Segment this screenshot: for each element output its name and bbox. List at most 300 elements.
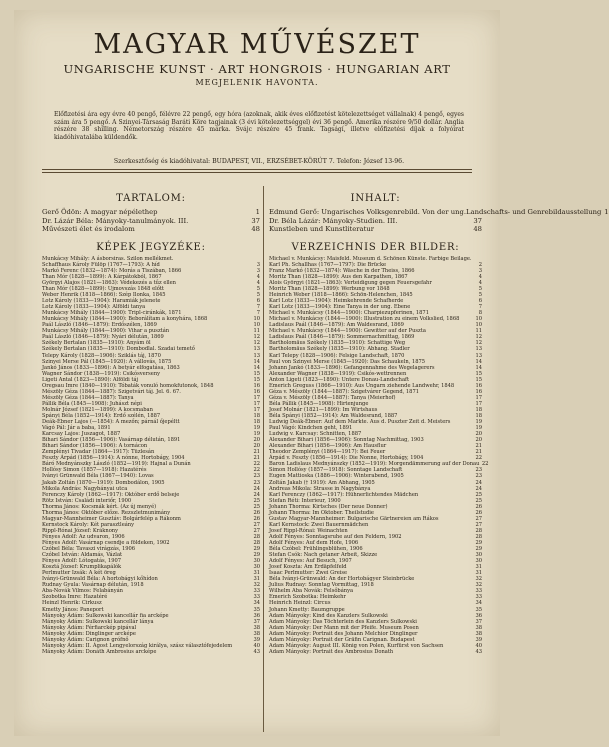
picture-entry-page: 31 (253, 570, 260, 577)
picture-entry-page: 10 (253, 316, 260, 323)
picture-entry-page: 34 (475, 600, 482, 607)
masthead (14, 30, 500, 87)
picture-entry-title: Paál László (1846—1879): Erdőszélen, 1869 (42, 322, 157, 329)
picture-entry-title: Mányoky Ádám: Sulkowski kancellár lánya (42, 618, 154, 625)
picture-entry-page: 23 (475, 473, 482, 480)
picture-entry-page: 15 (253, 370, 260, 377)
picture-entry-page: 10 (475, 316, 482, 323)
picture-entry-page: 27 (253, 521, 260, 528)
picture-entry-title: Székely Bertalan (1835—1910): Anyám öl (42, 340, 151, 347)
picture-entry-page: 16 (253, 382, 260, 389)
picture-entry-title: Simon Hollósy (1857—1918): Sonntage Landschaft (269, 467, 403, 474)
picture-entry-page: 24 (253, 485, 260, 492)
picture-entry-page: 14 (253, 364, 260, 371)
picture-entry-page: 17 (253, 400, 260, 407)
picture-entry-title: Stefan Csók: Nach getaner Arbeit, Skizze (269, 552, 378, 559)
picture-entry-title: Anton Ligeti (1823—1890): Untere Donau-Landschaft (269, 376, 410, 383)
picture-entry-title: Heinrich Weber (1818—1866): Schön-Helenchen, 1845 (269, 292, 413, 299)
picture-entry-title: Paul von Szinyei Merse (1845—1920): Das Schaukeln, 1875 (269, 358, 426, 365)
picture-entry-page: 24 (475, 479, 482, 486)
picture-entry-page: 23 (475, 467, 482, 474)
picture-entry-title: Than Mór (1828—1899): A Kárpátokból, 1867 (42, 273, 162, 280)
picture-entry-page: 15 (475, 376, 482, 383)
picture-entry-page: 21 (475, 449, 482, 456)
picture-entry-title: Alois Györgyi (1821—1863): Verteidigung gegen Feuersgefahr (269, 279, 432, 286)
picture-entry-title: Lotz Károly (1833—1904): Haramiák jelenete (42, 298, 161, 305)
picture-entry-page: 34 (253, 600, 260, 607)
toc-entry-page: 37 (473, 216, 482, 225)
picture-entry-title: Ladislaus Paál (1846—1879): Sommernachmittag, 1869 (269, 334, 415, 341)
picture-entry-page: 19 (253, 431, 260, 438)
picture-entry-title: Adam Mányoky: Kind des Kanzlers Sulkowski (269, 612, 388, 619)
picture-entry-title: Karl Lotz (1833—1904): Eine Tanya in der ung. Ebene (269, 304, 411, 311)
picture-entry-page: 4 (478, 273, 482, 280)
picture-entry-page: 28 (475, 533, 482, 540)
picture-entry-title: Weber Henrik (1818—1866): Szép Ilonka, 1845 (42, 292, 166, 299)
picture-entry-page: 28 (475, 527, 482, 534)
picture-entry-title: Mikola András: Nagybányai utca (42, 485, 128, 492)
picture-entry-title: Stefan Réti: Interieur, 1900 (269, 497, 341, 504)
picture-entry-title: Magyar-Mannheimer Gusztáv: Bolgárfelép a Rákonm (42, 515, 181, 522)
picture-entry-title: Alexander Bihari (1856—1906): Am Hausflur (269, 443, 387, 450)
picture-entry-page: 20 (475, 437, 482, 444)
picture-entry-page: 11 (253, 328, 260, 335)
picture-entry-page: 16 (475, 382, 482, 389)
pictures-list-hu (42, 256, 260, 655)
picture-entry-title: Mányoky Ádám: Donáth Ambrosius arcképe (42, 648, 157, 655)
picture-entry-page: 25 (475, 491, 482, 498)
picture-entry-page: 18 (475, 406, 482, 413)
picture-entry-title: Johann Jankó (1833—1896): Gefangennahme des Wegelagerers (269, 364, 435, 371)
picture-entry-title: Adam Mányoky: August III. König von Polen, Kurfürst von Sachsen (269, 642, 444, 649)
picture-entry-title: Czóbel Béla: Tavaszi virágzás, 1906 (42, 546, 136, 553)
picture-entry-page: 36 (475, 612, 482, 619)
picture-entry-page: 26 (253, 515, 260, 522)
picture-entry-page: 7 (478, 304, 482, 311)
picture-entry-title: Béla Pállik (1845—1908): Hirtenjunge (269, 400, 369, 407)
picture-entry-page: 14 (253, 358, 260, 365)
picture-entry-page: 21 (253, 449, 260, 456)
picture-entry-page: 28 (253, 533, 260, 540)
picture-entry-page: 18 (253, 413, 260, 419)
toc-entry (269, 225, 482, 234)
pictures-heading-de: VERZEICHNIS DER BILDER: (291, 241, 460, 253)
picture-entry-title: Szinyei Merse Pál (1845—1920): A vállovás, 1875 (42, 358, 172, 365)
picture-entry-title: Ladislaus Paál (1846—1879): Am Waldesrand, 1869 (269, 322, 404, 329)
picture-entry-title: Andreas Mikola: Strasse in Nagybánya (269, 485, 371, 492)
picture-entry-title: Alexander Bihari (1856—1906): Sonntag Nachmittag, 1903 (269, 437, 424, 444)
picture-entry-title: Ludwig v. Karcsay: Schnitten, 1887 (269, 431, 362, 438)
picture-entry-page: 11 (475, 328, 482, 335)
picture-entry-title: Bartholomäus Székely (1835—1910): Abhang. Stadler (269, 346, 410, 353)
picture-entry-page: 12 (475, 334, 482, 341)
subscription-info: Előfizetési ára egy évre 40 pengő, félévre 22 pengő, egy hóra (azoknak, akik éves előfizetést kötelezettséget vállalnak) 4 pengő, egyes szám ára 5 pengő. A Szinyei-Társaság Baráti Köre tagjainak (3 évi kötelezettséggel) évi 36 pengő. Amerika részére 9/50 dollár. Anglia részére 38 shilling. Németország részére 45 márka. Svájc részére 45 frank. Tagságí, illetve előfizetési díjak a folyóirat kiadóhivatalába küldendők. (54, 111, 464, 141)
toc-entry-page: 1 (255, 208, 260, 216)
picture-entry-page: 40 (475, 642, 482, 649)
magazine-title: MAGYAR MŰVÉSZET (93, 29, 421, 60)
picture-entry-page: 21 (253, 455, 260, 462)
publication-frequency: MEGJELENIK HAVONTA. (195, 78, 319, 87)
toc-list-hu (42, 208, 260, 234)
picture-entry-title: Adam Mányoky: Das Töchterlein des Kanzlers Sulkowski (269, 618, 417, 625)
picture-entry-title: Mészöly Géza (1844—1887): Szigetvári táj. Jel. 6. 67. (42, 388, 181, 395)
picture-entry-title: Franz Markó (1832—1874): Wäsche in der Theiss, 1866 (269, 267, 415, 274)
picture-entry-page: 31 (475, 570, 482, 577)
picture-entry-title: Moritz Than (1828—1899): Aus den Karpathen, 1867 (269, 273, 408, 280)
picture-entry-page: 16 (253, 388, 260, 395)
picture-entry-page: 19 (475, 419, 482, 426)
picture-entry-page: 31 (253, 576, 260, 583)
picture-entry-page: 35 (475, 606, 482, 613)
german-column (269, 193, 609, 655)
picture-entry-page: 30 (253, 558, 260, 565)
picture-entry-title: Lotz Károly (1833—1904): Alföldi tanya (42, 304, 146, 311)
picture-entry-page: 40 (253, 642, 260, 649)
picture-entry-title: Czóbel István: Aldamás, Vázlat (42, 552, 123, 559)
picture-entry-title: Heinrich Heinzl: Circus (269, 600, 331, 607)
picture-entry-page: 25 (253, 497, 260, 504)
picture-entry-page: 32 (475, 582, 482, 589)
picture-entry-page: 5 (478, 286, 482, 293)
picture-entry-page: 17 (475, 400, 482, 407)
picture-entry-title: Michael v. Munkácsy (1844—1900): Illustration zu einem Volkslied, 1868 (269, 316, 460, 323)
toc-entry-title: Dr. Lázár Béla: Mányoky-tanulmányok. III. (42, 216, 189, 225)
picture-entry-title: Béla Czóbel: Frühlingsblühen, 1906 (269, 546, 363, 553)
picture-entry (269, 649, 482, 655)
picture-entry-page: 17 (253, 406, 260, 413)
picture-entry-page: 33 (475, 588, 482, 595)
toc-entry-title: Kunstleben und Kunstliteratur (269, 225, 374, 234)
picture-entry-page: 22 (253, 467, 260, 474)
picture-entry-title: Karl Lotz (1833—1904): Heimkehrende Schafherde (269, 298, 404, 305)
picture-entry-page: 29 (475, 546, 482, 553)
picture-entry-title: Josef Rippl-Rónai: Weinachten (269, 527, 348, 534)
picture-entry-page: 36 (253, 612, 260, 619)
picture-entry-title: Györgyi Alajos (1821—1863): Védekezés a tűz ellen (42, 279, 176, 286)
picture-entry-title: Bartholomäus Székely (1835—1910): Schattige Weg (269, 340, 406, 347)
picture-entry-title: Paul Vágó: Kindchen geht, 1891 (269, 425, 353, 432)
picture-entry-page: 27 (475, 521, 482, 528)
picture-entry-title: Kmetty János: Paneport (42, 606, 104, 613)
top-rule (42, 169, 472, 170)
magazine-page (14, 10, 609, 736)
picture-entry-page: 25 (475, 497, 482, 504)
picture-entry-title: Spányi Béla (1852—1914): Erdő szélén, 1887 (42, 413, 161, 419)
picture-entry-title: Fényes Adolf: Lótogatás, 1907 (42, 558, 122, 565)
picture-entry-page: 20 (475, 431, 482, 438)
picture-entry-title: Markó Ferenc (1832—1874): Morás a Tiszában, 1866 (42, 267, 182, 274)
picture-entry-page: 35 (253, 606, 260, 613)
picture-entry-page: 12 (253, 340, 260, 347)
picture-entry-title: Pállik Béla (1845—1908): Juhászt népi (42, 400, 142, 407)
picture-entry-page: 30 (475, 558, 482, 565)
toc-heading-hu: TARTALOM: (116, 193, 186, 204)
picture-entry-title: Heinzl Henrik: Cirkusz (42, 600, 102, 607)
picture-entry-title: Vágó Pál: Jár a baba, 1891 (42, 425, 111, 432)
picture-entry-title: Jankó János (1833—1896): A betyár elfogatása, 1863 (42, 364, 180, 371)
picture-entry-title: Zemplényi Tivadar (1864—1917): Tüzlesán (42, 449, 155, 456)
picture-entry-page: 30 (475, 552, 482, 559)
picture-entry-page: 12 (253, 334, 260, 341)
picture-entry-page: 8 (478, 310, 482, 317)
pictures-list-de (269, 255, 489, 655)
picture-entry-title: Than Mór (1828—1899): Ujmovszás 1848 előtt (42, 286, 164, 293)
picture-entry-page: 10 (475, 322, 482, 329)
picture-entry-title: Karl Kernstock: Zwei Bauernmädchen (269, 521, 369, 528)
picture-entry-page: 38 (253, 624, 260, 631)
picture-entry-title: Gustav Magyar-Mannheimer: Bulgarische Gärtnereien am Rákos (269, 515, 439, 522)
picture-entry-page: 38 (253, 630, 260, 637)
picture-entry-title: Perlmutter Izsák: A két öreg (42, 570, 116, 577)
picture-entry-title: Johann Thorma: Im Oktober. Theilstudie (269, 509, 374, 516)
picture-entry-page: 30 (253, 564, 260, 571)
picture-entry-page: 14 (475, 358, 482, 365)
picture-entry-page: 32 (475, 576, 482, 583)
picture-entry-title: Munkácsy Mihály (1844—1900): Beborálítam a konyhára, 1868 (42, 316, 208, 323)
picture-entry-page: 23 (253, 473, 260, 480)
picture-entry-page: 33 (253, 594, 260, 601)
picture-entry-title: Paál László (1846—1879): Nyári délután, 1869 (42, 334, 164, 341)
toc-entry-title: Dr. Béla Lázár: Mányoky-Studien. III. (269, 216, 398, 225)
picture-entry-page: 5 (256, 286, 260, 293)
picture-entry-title: Wagner Sándor (1838—1919): Csikósverseny (42, 370, 161, 377)
picture-entry-title: Baron Ladislaus Mednyánszky (1852—1919): Morgendämmerung auf der Donau (269, 461, 480, 468)
picture-entry-page: 43 (253, 648, 260, 655)
picture-entry-title: Ferenczy Károly (1862—1917): Október erdő belseje (42, 491, 180, 498)
picture-entry-title: Iványi-Grünwald Béla: A hortobágyi kőhídon (42, 576, 158, 583)
toc-entry (42, 208, 260, 217)
picture-entry-page: 4 (256, 279, 260, 286)
picture-entry-title: Rudnay Gyula: Vasárnap délután, 1918 (42, 582, 144, 589)
toc-entry (42, 225, 260, 234)
picture-entry-title: Karl Telepy (1828—1906): Felsige Landschaft, 1870 (269, 352, 405, 359)
picture-entry-page: 26 (475, 509, 482, 516)
picture-entry-title: Emerich Szobotka: Heimkehr (269, 594, 346, 601)
picture-entry-title: Eugen Mattioska (1886—1906): Winterabend, 1905 (269, 473, 404, 480)
picture-entry-page: 18 (475, 413, 482, 419)
picture-entry-page: 27 (253, 527, 260, 534)
toc-entry-page: 48 (473, 225, 482, 234)
picture-entry-page: 13 (475, 352, 482, 359)
picture-entry-title: Julius Rudnay: Sonntag Vormittag, 1918 (269, 582, 374, 589)
picture-entry-page: 33 (475, 594, 482, 601)
picture-entry-page: 13 (475, 346, 482, 353)
picture-entry-title: Bihari Sándor (1856—1906): Vasárnap délután, 1891 (42, 437, 181, 444)
picture-entry-title: Thorma János: Október előze. Rezszletmunimány (42, 509, 171, 516)
picture-entry-title: Mányoky Ádám: Sulkowski kancellár fia arcképe (42, 612, 169, 619)
picture-entry-title: Adolf Fényes: Auf Besuch, 1907 (269, 558, 352, 565)
toc-entry-title: Művészeti élet és irodalom (42, 225, 135, 234)
toc-entry (269, 208, 609, 217)
picture-entry-page: 17 (475, 394, 482, 401)
picture-entry-title: Thorma János: Kocsmák kért. (Az új menyé) (42, 503, 157, 510)
picture-entry-page: 19 (475, 425, 482, 432)
picture-entry-page: 2 (478, 261, 482, 268)
toc-entry-page: 48 (251, 225, 260, 234)
picture-entry-page: 32 (253, 582, 260, 589)
picture-entry-title: Wilhelm Aba Novák: Felsőbánya (269, 588, 354, 595)
picture-entry-title: Alexander Wagner (1838—1919): Csikós-wettrennen (269, 370, 407, 377)
picture-entry-page: 6 (256, 298, 260, 305)
picture-entry-title: Moritz Than (1828—1899): Werbung vor 1848 (269, 286, 390, 293)
picture-entry-title: Székely Bertalan (1835—1910): Dombodlal. Szadai temető (42, 346, 195, 353)
picture-entry-title: Rötz István: Családi interiőr, 1900 (42, 497, 132, 504)
picture-entry-page: 15 (475, 370, 482, 377)
picture-entry-page: 37 (253, 618, 260, 625)
picture-entry-page: 13 (253, 352, 260, 359)
picture-entry-page: 3 (478, 267, 482, 274)
picture-entry-page: 12 (475, 340, 482, 347)
picture-entry-page: 21 (475, 443, 482, 450)
picture-entry-title: Jakab Zoltán (1870—1919): Dombodálon, 1905 (42, 479, 165, 486)
picture-entry-page: 26 (475, 503, 482, 510)
picture-entry-page: 38 (475, 624, 482, 631)
picture-entry-title: Kernstock Károly: Két parasztleány (42, 521, 135, 528)
picture-entry-title: Munkácsy Mihály (1844—1900): Vihar a pusztán (42, 328, 170, 335)
picture-entry-title: Adolf Fényes: Auf dem Hofe, 1906 (269, 539, 359, 546)
picture-entry-title: Munkácsy Mihály: A ásborsiras. Szilon mellékmet. (42, 255, 174, 262)
toc-entry (269, 217, 482, 226)
picture-entry-page: 4 (256, 273, 260, 280)
picture-entry-title: Josef Molnár (1821—1899): Im Wirtshaus (269, 406, 378, 413)
picture-entry-page: 18 (253, 419, 260, 426)
picture-entry-page: 37 (475, 618, 482, 625)
toc-entry-page: 1 (604, 208, 609, 216)
picture-entry-title: Feszty Árpád (1856—1914): A nónne, Hortobágy, 1904 (42, 455, 185, 462)
picture-entry-title: Aba-Novák Vilmos: Felabányán (42, 588, 123, 595)
picture-entry-title: Fényes Adolf: Vasárnap csendje a földeken, 1902 (42, 539, 170, 546)
picture-entry-title: Michael v. Munkácsy (1844—1900): Charpiezupferinen, 1871 (269, 310, 429, 317)
picture-entry-page: 5 (478, 292, 482, 299)
picture-entry-title: Fényes Adolf: Az udvaron, 1906 (42, 533, 125, 540)
picture-entry-title: Theodor Zemplényi (1864—1917): Bei Feuer (269, 449, 386, 456)
picture-entry-page: 22 (481, 461, 489, 468)
picture-entry-page: 22 (475, 455, 482, 462)
picture-entry-page: 24 (253, 491, 260, 498)
picture-entry-page: 39 (475, 636, 482, 643)
picture-entry-page: 15 (253, 376, 260, 383)
picture-entry-page: 16 (475, 388, 482, 395)
picture-entry-page: 39 (253, 636, 260, 643)
picture-entry-title: Géza v. Mészöly (1844—1887): Szigetvárer Gegend, 1871 (269, 388, 419, 395)
hungarian-column (42, 193, 260, 655)
picture-entry-page: 25 (253, 503, 260, 510)
column-divider (263, 186, 264, 732)
picture-entry-page: 7 (256, 310, 260, 317)
picture-entry-title: Géza v. Mészöly (1844—1887): Tanya (Meierhof) (269, 394, 396, 401)
picture-entry (42, 649, 260, 655)
picture-entry-page: 4 (478, 279, 482, 286)
picture-entry-title: Telepy Károly (1828—1906): Sziklás táj, 1870 (42, 352, 161, 359)
picture-entry-page: 20 (253, 443, 260, 450)
picture-entry-title: Michael v. Munkácsy: Maisfeld. Museum d. Schönen Künste. Farbige Beilage. (269, 255, 472, 262)
toc-entry-page: 37 (251, 216, 260, 225)
editorial-address: Szerkesztőség és kiadóhivatal: BUDAPEST, VII., ERZSÉBET-KÖRÚT 7. Telefon: József 13-96. (113, 158, 405, 165)
picture-entry-title: Rippl-Rónai József: Kráknony (42, 527, 119, 534)
picture-entry-title: Oregsau Imre (1840—1910): Tóbaták vonuló homokfutonok, 1848 (42, 382, 214, 389)
picture-entry-page: 22 (253, 461, 260, 468)
toc-entry-title: Edmund Gerő: Ungarisches Volksgenrebild. Von der ung.Landschafts- und Genrebildausstellung (269, 208, 602, 216)
picture-entry-title: Iványi Grünwald Béla (1867—1940): Lovas (42, 473, 154, 480)
picture-entry-title: Karcsay Lajos: Juszagot, 1887 (42, 431, 121, 438)
picture-entry-page: 17 (253, 394, 260, 401)
picture-entry-title: Zoltán Jakab († 1919): Am Abhang, 1905 (269, 479, 375, 486)
picture-entry-title: Mányoky Ádám: II. Ágost Lengyelország királya, szász választófejedelem (42, 642, 233, 649)
toc-entry (42, 217, 260, 226)
picture-entry-title: Bihari Sándor (1856—1906): A tornácon (42, 443, 148, 450)
picture-entry-page: 27 (475, 515, 482, 522)
picture-entry-title: Mészöly Géza (1844—1887): Tanya (42, 394, 134, 401)
picture-entry-page: 29 (475, 539, 482, 546)
magazine-subtitle: UNGARISCHE KUNST · ART HONGROIS · HUNGARIAN ART (63, 62, 451, 76)
picture-entry-page: 24 (475, 485, 482, 492)
top-rule-double (42, 172, 472, 173)
picture-entry-title: Báró Mednyánszky László (1852—1919): Hajnal a Dunán (42, 461, 191, 468)
picture-entry-page: 7 (256, 304, 260, 311)
picture-entry-title: Michael v. Munkácsy (1844—1900): Gewitter auf der Puszta (269, 328, 426, 335)
pictures-heading-hu: KÉPEK JEGYZÉKE: (96, 241, 206, 253)
picture-entry-title: Johann Kmetty: Baumgruppe (269, 606, 345, 613)
picture-entry-title: Deák-Ébner Lajos (—1854): A mezőn; párnál őjepéltt (42, 419, 180, 426)
picture-entry-title: Johann Thorma: Kirtsches (Der neue Donner) (269, 503, 388, 510)
picture-entry-page: 5 (256, 292, 260, 299)
picture-entry-title: Karl Ferenczy (1862—1917): Hühnerlichtendes Mädchen (269, 491, 419, 498)
picture-entry-title: Adam Mányoky: Portrait des Ambrosius Donath (269, 648, 394, 655)
picture-entry-title: Josef Koszta: Am Erdäpfelfeld (269, 564, 347, 571)
picture-entry-title: Béla Spányi (1852—1914): Am Waldesrand, 1887 (269, 413, 398, 419)
picture-entry-title: Molnár József (1821—1899): A kocsmaban (42, 406, 153, 413)
picture-entry-title: Ludwig Deák-Ébner: Auf dem Markte. Aus d. Puszter Zeit d. Meisters (269, 419, 451, 426)
picture-entry-title: Isaac Perlmutter: Zwei Greise (269, 570, 348, 577)
picture-entry-page: 29 (253, 546, 260, 553)
picture-entry-title: Ligeti Antal (1823—1890): Alföldi táj (42, 376, 139, 383)
picture-entry-title: Hollósy Simon (1857—1918): Hazatérés (42, 467, 147, 474)
picture-entry-title: Szobotka Imre: Hazatéré (42, 594, 108, 601)
picture-entry-page: 28 (253, 539, 260, 546)
toc-entry-title: Gerő Ödön: A magyar népélethep (42, 208, 158, 216)
picture-entry-page: 13 (253, 346, 260, 353)
picture-entry-title: Emerich Greguss (1866—1910): Aus Ungarn ziehende Landwehr, 1848 (269, 382, 455, 389)
picture-entry-title: Adolf Fényes: Sonntagsruhe auf den Feldern, 1902 (269, 533, 402, 540)
picture-entry-title: Mányoky Ádám: Dinglinger arcképe (42, 630, 136, 637)
picture-entry-page: 14 (475, 364, 482, 371)
picture-entry-title: Adam Mányoky: Der Mann mit der Pfeife. Museum Posen (269, 624, 419, 631)
picture-entry-title: Schaffhaus Károly Fülöp (1767—1793): A híd (42, 261, 160, 268)
picture-entry-page: 19 (253, 425, 260, 432)
picture-entry-page: 6 (478, 298, 482, 305)
picture-entry-page: 33 (253, 588, 260, 595)
picture-entry-page: 43 (475, 648, 482, 655)
picture-entry-page: 31 (475, 564, 482, 571)
picture-entry-title: Munkácsy Mihály (1844—1900): Tripl-ciránkák, 1871 (42, 310, 182, 317)
picture-entry-page: 26 (253, 509, 260, 516)
picture-entry-title: Adam Mányoky: Portrait des Johann Melchior Dinglinger (269, 630, 418, 637)
picture-entry-title: Béla Iványi-Grünwald: An der Hortobágyer Steinbrücke (269, 576, 415, 583)
picture-entry-title: Kosztá József: Krumplikapálók (42, 564, 122, 571)
picture-entry-title: Árpád v. Feszty (1856—1914): Die Nonne, Hortobágy, 1904 (269, 455, 424, 462)
picture-entry-page: 23 (253, 479, 260, 486)
picture-entry-page: 3 (256, 267, 260, 274)
picture-entry-page: 38 (475, 630, 482, 637)
picture-entry-page: 20 (253, 437, 260, 444)
picture-entry-page: 29 (253, 552, 260, 559)
picture-entry-title: Mányoky Ádám: Férfiarckép pipával (42, 624, 137, 631)
picture-entry-title: Adam Mányoky: Portrait der Gräfin Carignan. Budapest (269, 636, 415, 643)
picture-entry-title: Karl Ph. Schallhas (1767—1797): Die Brücke (269, 261, 387, 268)
picture-entry-page: 3 (256, 261, 260, 268)
toc-list-de (269, 208, 609, 234)
picture-entry-title: Mányoky Ádám: Carignon grófnő (42, 636, 129, 643)
